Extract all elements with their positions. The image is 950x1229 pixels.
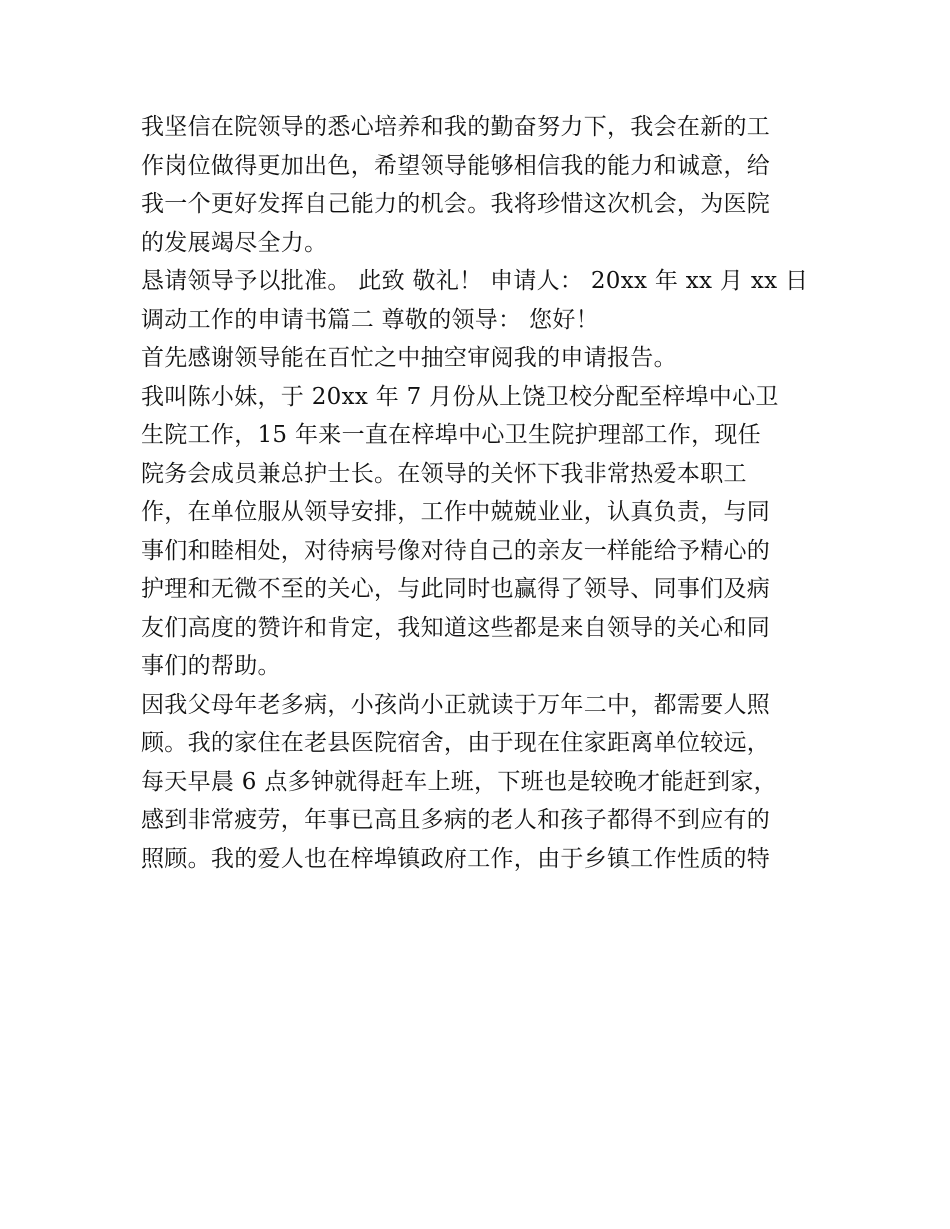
text-line: 的发展竭尽全力。: [141, 229, 328, 256]
text-line: 友们高度的赞许和肯定，我知道这些都是来自领导的关心和同: [141, 614, 771, 641]
text-line: 我坚信在院领导的悉心培养和我的勤奋努力下，我会在新的工: [141, 114, 771, 140]
text-line: 护理和无微不至的关心，与此同时也赢得了领导、同事们及病: [141, 576, 771, 602]
text-line: 作，在单位服从领导安排，工作中兢兢业业，认真负责，与同: [141, 499, 771, 525]
text-line: 我一个更好发挥自己能力的机会。我将珍惜这次机会，为医院: [141, 191, 771, 217]
text-line: 首先感谢领导能在百忙之中抽空审阅我的申请报告。: [141, 345, 677, 371]
text-line: 顾。我的家住在老县医院宿舍，由于现在住家距离单位较远，: [141, 730, 771, 756]
text-line: 调动工作的申请书篇二 尊敬的领导： 您好！: [141, 306, 599, 333]
text-line: 我叫陈小妹，于 20xx 年 7 月份从上饶卫校分配至梓埠中心卫: [141, 383, 779, 410]
text-line: 感到非常疲劳，年事已高且多病的老人和孩子都得不到应有的: [141, 807, 771, 833]
text-line: 因我父母年老多病，小孩尚小正就读于万年二中，都需要人照: [141, 691, 771, 718]
text-line: 事们的帮助。: [141, 653, 281, 679]
text-line: 作岗位做得更加出色，希望领导能够相信我的能力和诚意，给: [141, 152, 771, 179]
text-line: 事们和睦相处，对待病号像对待自己的亲友一样能给予精心的: [141, 537, 771, 564]
text-line: 每天早晨 6 点多钟就得赶车上班，下班也是较晚才能赶到家，: [141, 768, 777, 795]
text-line: 生院工作，15 年来一直在梓埠中心卫生院护理部工作，现任: [141, 422, 761, 448]
text-line: 院务会成员兼总护士长。在领导的关怀下我非常热爱本职工: [141, 460, 747, 487]
text-line: 恳请领导予以批准。 此致 敬礼！ 申请人： 20xx 年 xx 月 xx 日: [141, 268, 809, 294]
document-body: [141, 108, 813, 878]
text-line: 照顾。我的爱人也在梓埠镇政府工作，由于乡镇工作性质的特: [141, 845, 771, 872]
